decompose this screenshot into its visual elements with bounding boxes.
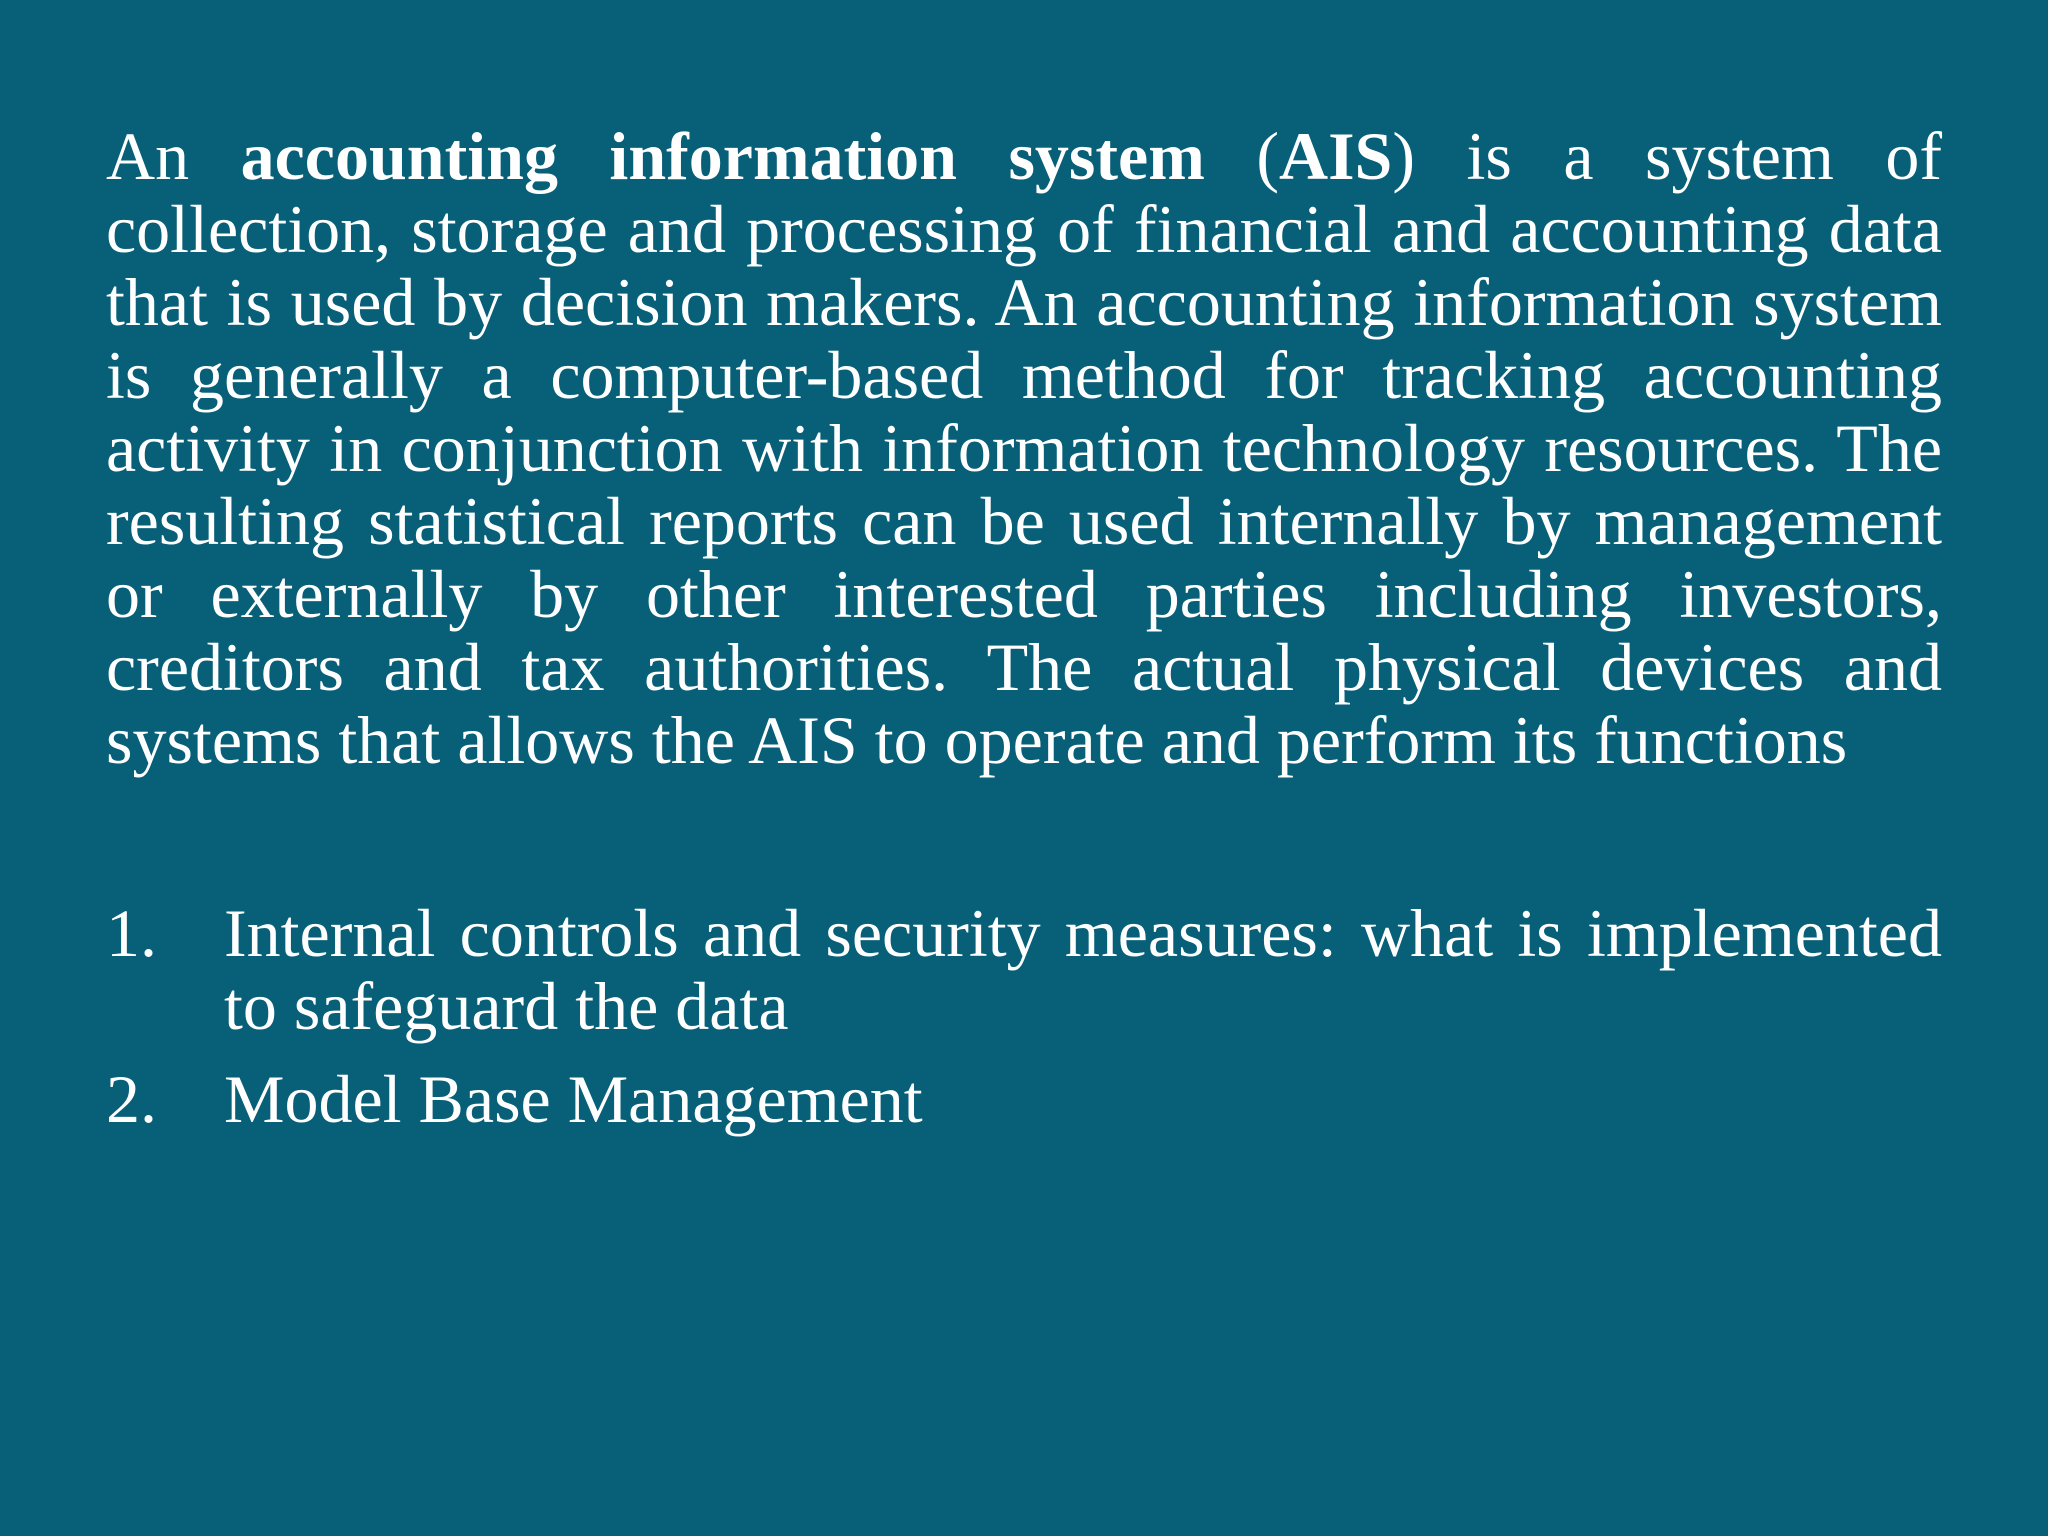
list-item-number: 2. xyxy=(106,1061,157,1137)
intro-abbr: AIS xyxy=(1278,118,1393,194)
list-item-number: 1. xyxy=(106,895,157,971)
intro-rest: ) is a system of collection, storage and processing of financial and accounting data that is used by decision makers. An accounting information system is generally a computer-based method for tracking accounting activity in conjunction with information technology resources. The resulting statistical reports can be used internally by management or externally by other interested parties including investors, creditors and tax authorities. The actual physical devices and systems that allows the AIS to operate and perform its functions xyxy=(106,118,1942,778)
list-item xyxy=(106,897,1942,1043)
intro-term: accounting information system xyxy=(240,118,1205,194)
intro-mid: ( xyxy=(1204,118,1279,194)
list-item-text: Internal controls and security measures: what is implemented to safeguard the data xyxy=(224,895,1942,1044)
list-item xyxy=(106,1063,1942,1136)
intro-paragraph xyxy=(106,120,1942,777)
intro-lead: An xyxy=(106,118,241,194)
numbered-list xyxy=(106,897,1942,1136)
list-item-text: Model Base Management xyxy=(224,1061,923,1137)
